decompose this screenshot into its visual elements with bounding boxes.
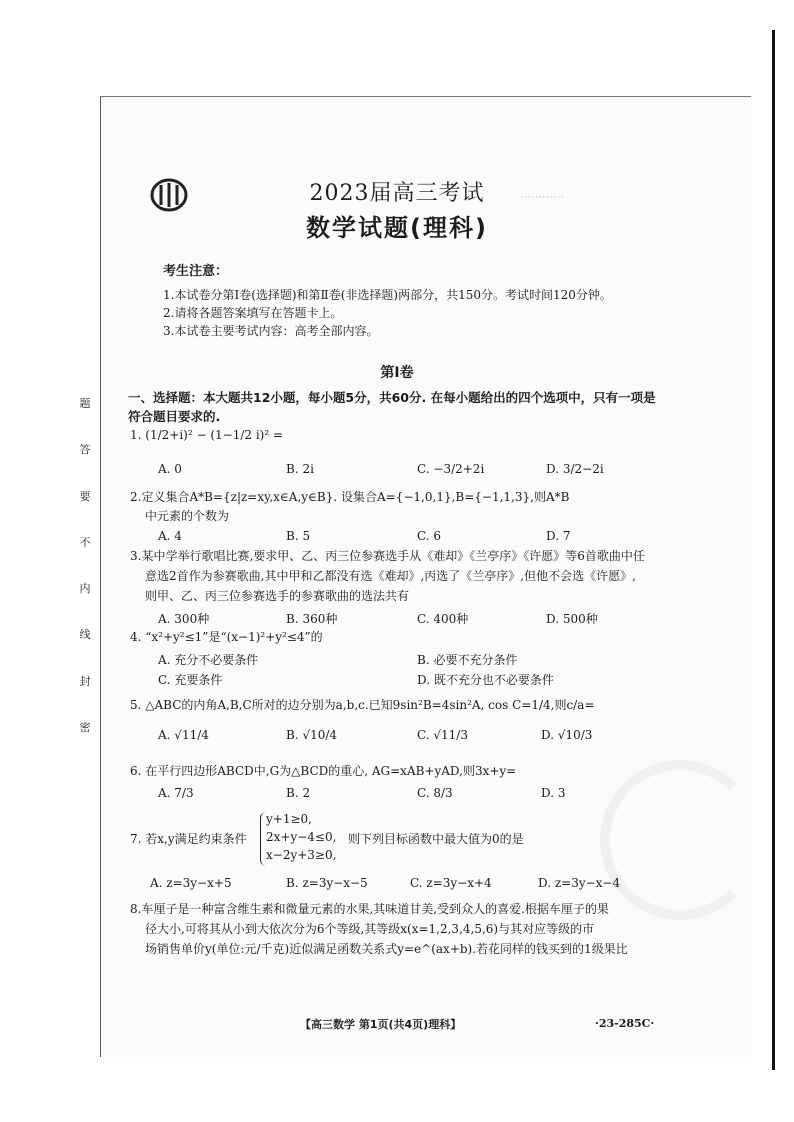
question-stem: 4. “x²+y²≤1”是“(x−1)²+y²≤4”的 — [130, 630, 323, 644]
volume-title: 第Ⅰ卷 — [380, 365, 414, 381]
option: A. 0 — [158, 462, 182, 476]
constraint-line: y+1≥0, — [266, 812, 312, 826]
option: B. 2 — [286, 786, 311, 800]
option: B. 5 — [286, 529, 311, 543]
section-heading: 一、选择题：本大题共12小题，每小题5分，共60分. 在每小题给出的四个选项中，只有一项是符合题目要求的. — [128, 390, 656, 424]
question-stem: 则甲、乙、丙三位参赛选手的参赛歌曲的选法共有 — [145, 589, 410, 603]
option: A. 充分不必要条件 — [158, 653, 259, 667]
gutter-char: 密 — [79, 720, 91, 734]
scan-border-top — [0, 0, 794, 30]
question-stem: 8.车厘子是一种富含维生素和微量元素的水果,其味道甘美,受到众人的喜爱.根据车厘子的果 — [130, 902, 609, 916]
exam-title: 2023届高三考试 — [309, 181, 485, 206]
option: D. z=3y−x−4 — [538, 876, 621, 890]
option: D. 3/2−2i — [546, 462, 604, 476]
option: A. 7/3 — [158, 786, 194, 800]
option: D. 既不充分也不必要条件 — [417, 673, 554, 687]
question-stem: 7. 若x,y满足约束条件 — [130, 832, 247, 846]
question-stem: 1. (1/2+i)² − (1−1/2 i)² = — [130, 428, 284, 442]
gutter-char: 封 — [79, 674, 91, 688]
question-stem: 3.某中学举行歌唱比赛,要求甲、乙、丙三位参赛选手从《难却》《兰亭序》《许愿》等6首歌曲中任 — [130, 549, 645, 563]
question-stem: 6. 在平行四边形ABCD中,G为△BCD的重心, AG=xAB+yAD,则3x+y= — [130, 764, 517, 778]
option: B. √10/4 — [286, 728, 338, 742]
option: C. 400种 — [417, 612, 469, 626]
gutter-char: 答 — [79, 443, 91, 457]
option: B. 必要不充分条件 — [417, 653, 518, 667]
question-stem: 场销售单价y(单位:元/千克)近似满足函数关系式y=e^(ax+b).若花同样的钱买到的1级果比 — [145, 942, 628, 956]
gutter-char: 不 — [79, 535, 91, 549]
option: D. 3 — [541, 786, 566, 800]
option: C. √11/3 — [417, 728, 468, 742]
gutter-char: 要 — [79, 489, 91, 503]
option: A. √11/4 — [158, 728, 209, 742]
question-stem: 5. △ABC的内角A,B,C所对的边分别为a,b,c.已知9sin²B=4sin²A, cos C=1/4,则c/a= — [130, 698, 595, 712]
bleed-through-text: ⋯⋯⋯⋯ — [520, 190, 564, 203]
constraint-line: 2x+y−4≤0, — [266, 830, 337, 844]
constraint-line: x−2y+3≥0, — [266, 848, 337, 862]
question-stem: 意选2首作为参赛歌曲,其中甲和乙都没有选《难却》,丙选了《兰亭序》,但他不会选《许愿》, — [145, 569, 636, 583]
seal-line-gutter — [72, 395, 98, 735]
notice-item: 2.请将各题答案填写在答题卡上。 — [163, 306, 343, 320]
option: B. 2i — [286, 462, 314, 476]
option: C. 8/3 — [417, 786, 453, 800]
gutter-char: 线 — [79, 628, 91, 642]
question-stem: 中元素的个数为 — [145, 509, 230, 523]
paper-code: ·23-285C· — [595, 1017, 655, 1030]
option: D. 7 — [546, 529, 571, 543]
exam-subtitle: 数学试题(理科) — [306, 214, 488, 242]
option: B. z=3y−x−5 — [286, 876, 368, 890]
notice-item: 1.本试卷分第Ⅰ卷(选择题)和第Ⅱ卷(非选择题)两部分，共150分。考试时间120分钟。 — [163, 288, 612, 302]
option: C. z=3y−x+4 — [410, 876, 492, 890]
notice-item: 3.本试卷主要考试内容：高考全部内容。 — [163, 324, 379, 338]
gutter-char: 题 — [79, 397, 91, 410]
option: C. 充要条件 — [158, 673, 223, 687]
option: D. √10/3 — [541, 728, 593, 742]
option: C. −3/2+2i — [417, 462, 485, 476]
option: A. z=3y−x+5 — [150, 876, 232, 890]
option: C. 6 — [417, 529, 442, 543]
option: B. 360种 — [286, 612, 338, 626]
gutter-char: 内 — [79, 582, 91, 596]
option: A. 300种 — [158, 612, 210, 626]
notice-heading: 考生注意： — [163, 264, 229, 279]
option: D. 500种 — [546, 612, 598, 626]
question-stem: 2.定义集合A*B={z|z=xy,x∈A,y∈B}. 设集合A={−1,0,1},B={−1,1,3},则A*B — [130, 490, 570, 504]
bleed-through-logo — [600, 760, 760, 920]
option: A. 4 — [158, 529, 182, 543]
question-stem: 径大小,可将其从小到大依次分为6个等级,其等级x(x=1,2,3,4,5,6)与其对应等级的市 — [145, 922, 595, 936]
page-footer: 【高三数学 第1页(共4页)理科】 — [300, 1018, 462, 1031]
question-stem: 则下列目标函数中最大值为0的是 — [348, 832, 524, 846]
